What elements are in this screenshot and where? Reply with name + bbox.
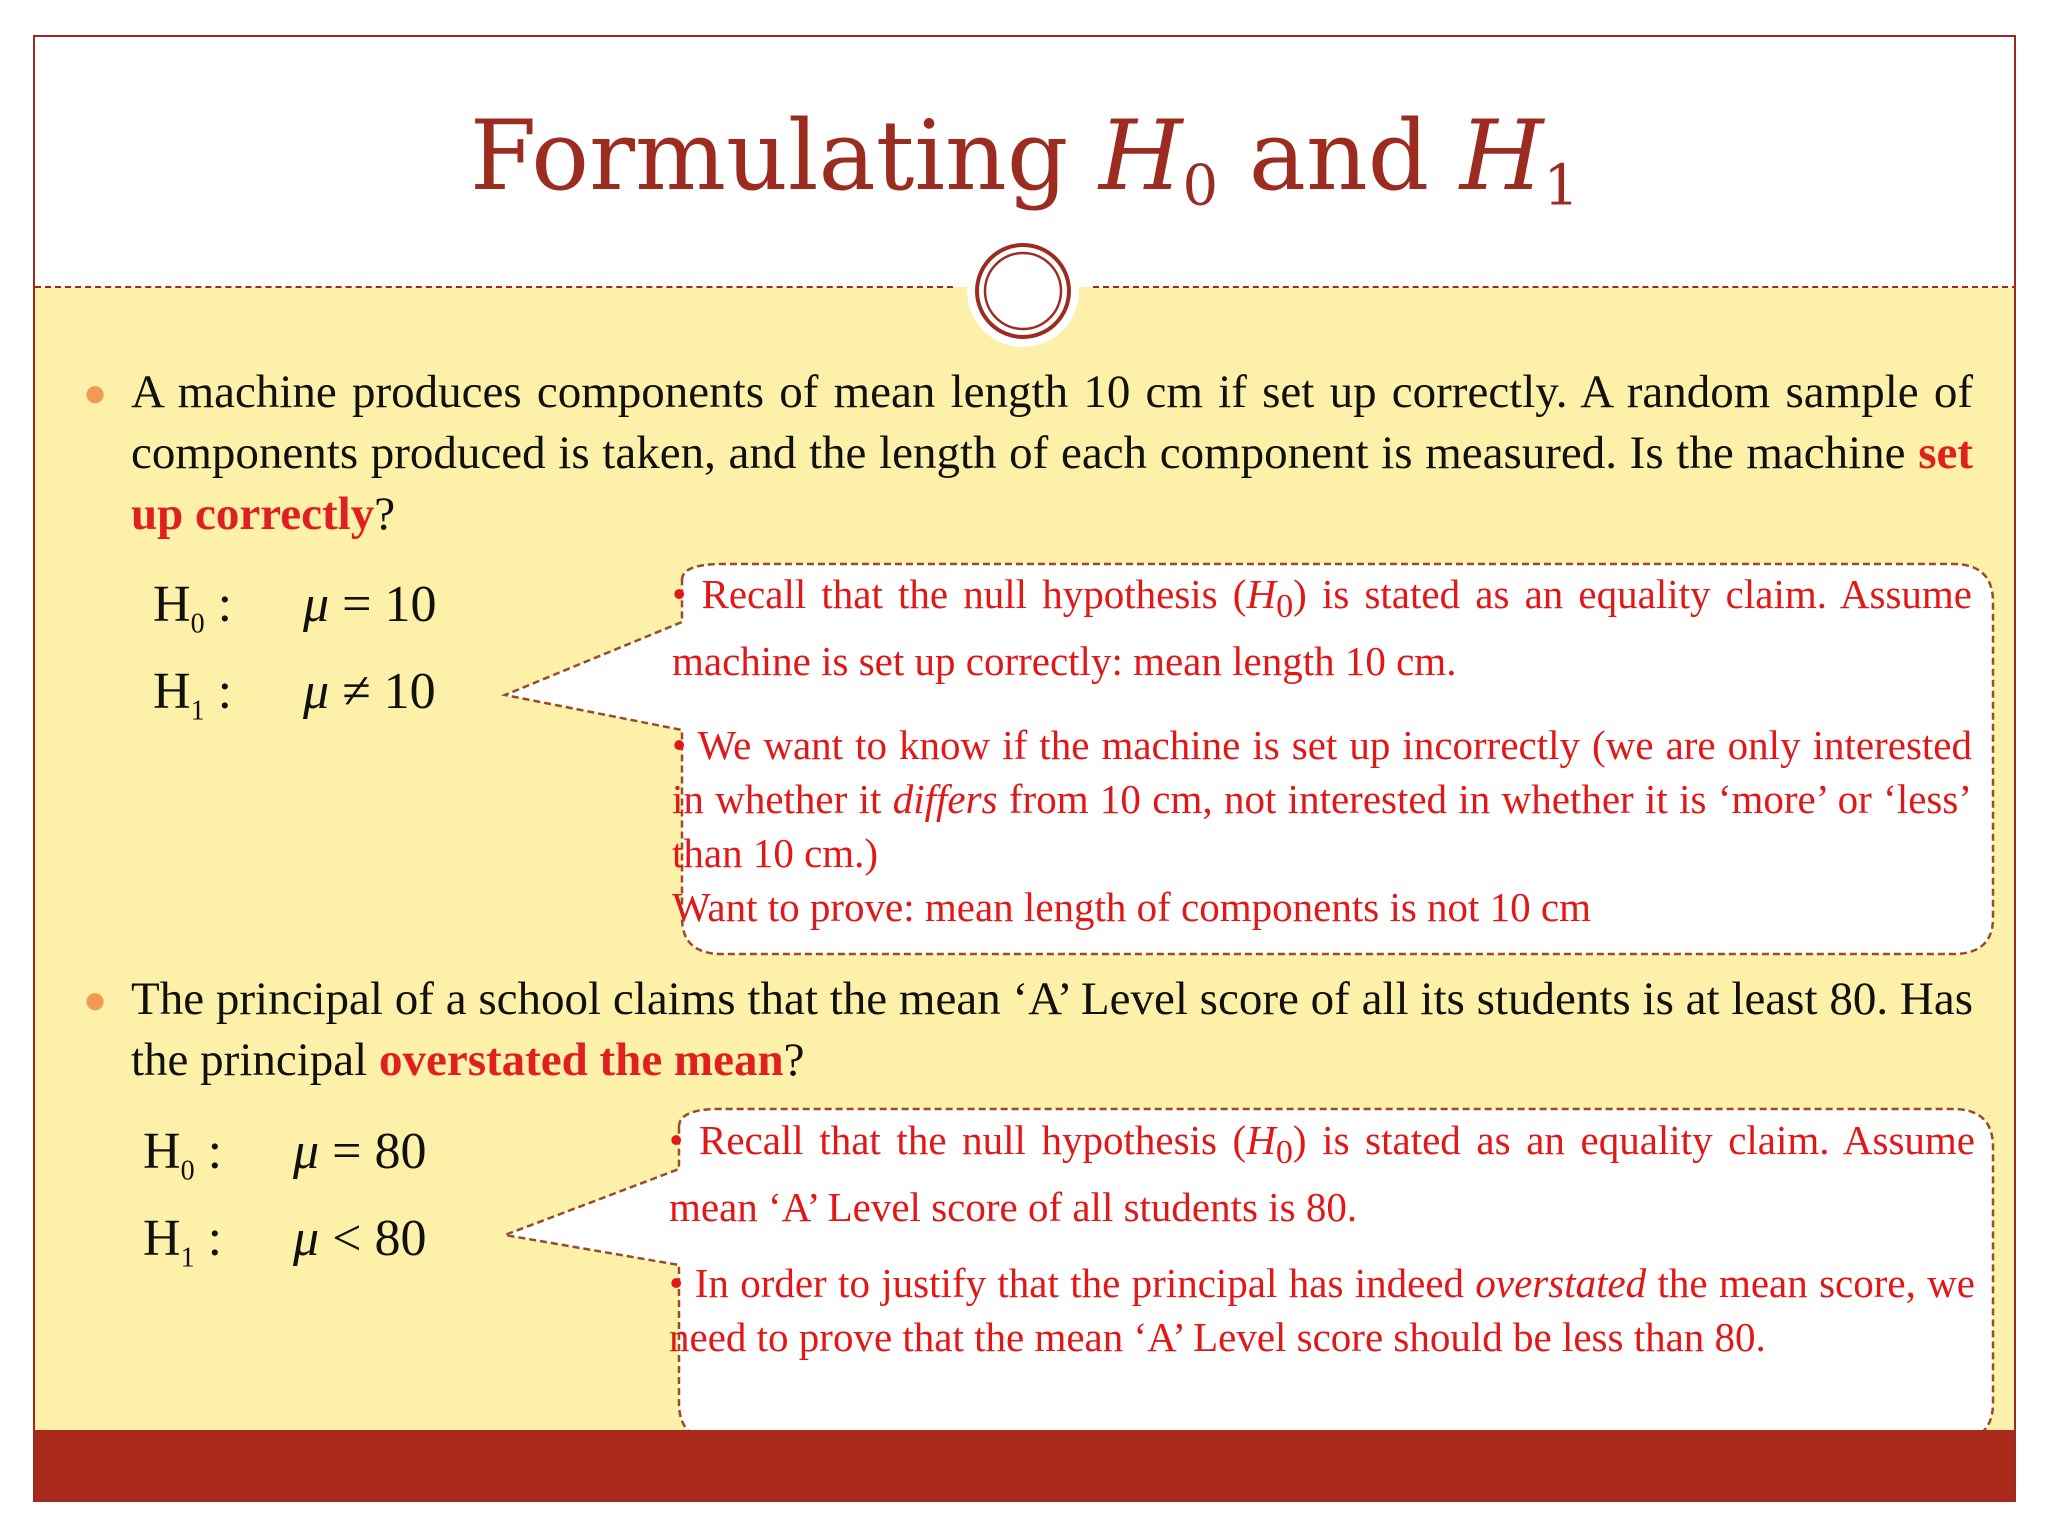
example-question-1: ● A machine produces components of mean length 10 cm if set up correctly. A random sample of components produced is taken, and the length of each component is measured. Is the machine set up correctly? [131,362,1973,545]
callout-text-1 [672,567,1972,934]
slide [33,35,2016,1502]
null-hypothesis-1: $H_0$ : μ = 10 [153,576,437,640]
alternative-hypothesis-2: $H_1$ : μ < 80 [143,1210,427,1274]
title-divider-left [35,286,953,288]
bullet-icon: ● [83,977,108,1022]
example-question-2: ● The principal of a school claims that the mean ‘A’ Level score of all its students is at least 80. Has the principal overstated the mean? [131,969,1973,1091]
callout-text-2 [669,1113,1975,1364]
callout-point-1b: • We want to know if the machine is set up incorrectly (we are only interested in whether it differs from 10 cm, not interested in whether it is ‘more’ or ‘less’ than 10 cm.) [672,722,1972,877]
alternative-hypothesis-1: $H_1$ : μ ≠ 10 [153,663,436,727]
callout-point-1c: Want to prove: mean length of components is not 10 cm [672,884,1592,931]
callout-point-1a: • Recall that the null hypothesis $(H_0)$ is stated as an equality claim. Assume machine is set up correctly: mean length 10 cm. [672,571,1972,685]
callout-point-2a: • Recall that the null hypothesis $(H_0)$ is stated as an equality claim. Assume mean ‘A’ Level score of all students is 80. [669,1117,1975,1231]
slide-footer-bar [35,1430,2014,1500]
ring-ornament-icon [965,233,1081,349]
question-emphasis: overstated the mean [378,1034,784,1086]
question-emphasis: set up correctly [131,427,1973,540]
bullet-icon: ● [83,370,108,415]
title-divider-right [1093,286,2016,288]
null-hypothesis-2: $H_0$ : μ = 80 [143,1123,427,1187]
slide-title: Formulating $H_0$ and $H_1$ [469,100,1580,219]
callout-point-2b: • In order to justify that the principal has indeed overstated the mean score, we need to prove that the mean ‘A’ Level score should be less than 80. [669,1260,1976,1361]
